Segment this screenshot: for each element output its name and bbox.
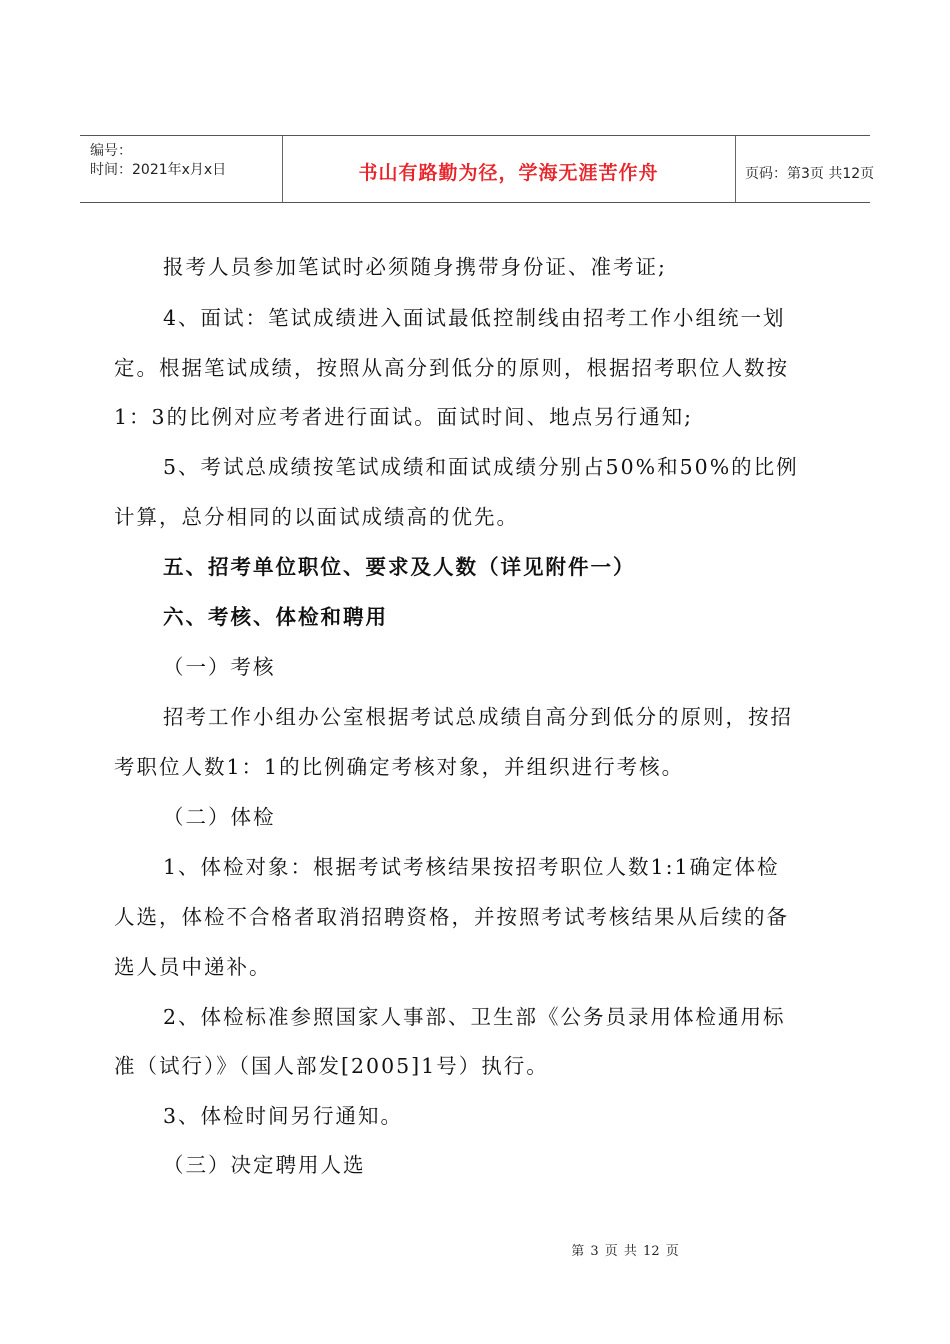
header-page-code: 页码：第3页 共12页 bbox=[745, 166, 875, 182]
body-line: 人选，体检不合格者取消招聘资格，并按照考试考核结果从后续的备 bbox=[114, 905, 789, 929]
section-heading: 六、考核、体检和聘用 bbox=[163, 605, 388, 629]
page-footer: 第 3 页 共 12 页 bbox=[571, 1244, 679, 1259]
body-line: 1、体检对象：根据考试考核结果按招考职位人数1:1确定体检 bbox=[163, 855, 780, 879]
header-meta-cell bbox=[80, 136, 283, 202]
subsection-heading: （二）体检 bbox=[163, 805, 276, 829]
body-line: 2、体检标准参照国家人事部、卫生部《公务员录用体检通用标 bbox=[163, 1005, 786, 1029]
subsection-heading: （一）考核 bbox=[163, 655, 276, 679]
body-line: 4、面试：笔试成绩进入面试最低控制线由招考工作小组统一划 bbox=[163, 306, 786, 330]
body-line: 5、考试总成绩按笔试成绩和面试成绩分别占50%和50%的比例 bbox=[163, 455, 799, 479]
body-line: 计算，总分相同的以面试成绩高的优先。 bbox=[114, 505, 519, 529]
body-line: 1：3的比例对应考者进行面试。面试时间、地点另行通知; bbox=[114, 405, 693, 429]
header-motto: 书山有路勤为径，学海无涯苦作舟 bbox=[358, 162, 659, 184]
body-line: 定。根据笔试成绩，按照从高分到低分的原则，根据招考职位人数按 bbox=[114, 356, 789, 380]
header-motto-cell bbox=[282, 136, 736, 202]
header-page-cell bbox=[735, 136, 875, 202]
section-heading: 五、招考单位职位、要求及人数（详见附件一） bbox=[163, 555, 636, 579]
date-label: 时间：2021年x月x日 bbox=[90, 162, 227, 178]
body-line: 3、体检时间另行通知。 bbox=[163, 1104, 404, 1128]
body-line: 考职位人数1：1的比例确定考核对象，并组织进行考核。 bbox=[114, 755, 685, 779]
body-line: 选人员中递补。 bbox=[114, 955, 272, 979]
serial-number-label: 编号： bbox=[90, 143, 132, 159]
document-header bbox=[80, 135, 875, 203]
body-line: 招考工作小组办公室根据考试总成绩自高分到低分的原则，按招 bbox=[163, 705, 793, 729]
body-line: 准（试行）》（国人部发[2005]1号）执行。 bbox=[114, 1054, 549, 1078]
subsection-heading: （三）决定聘用人选 bbox=[163, 1153, 366, 1177]
body-line: 报考人员参加笔试时必须随身携带身份证、准考证; bbox=[163, 255, 667, 279]
